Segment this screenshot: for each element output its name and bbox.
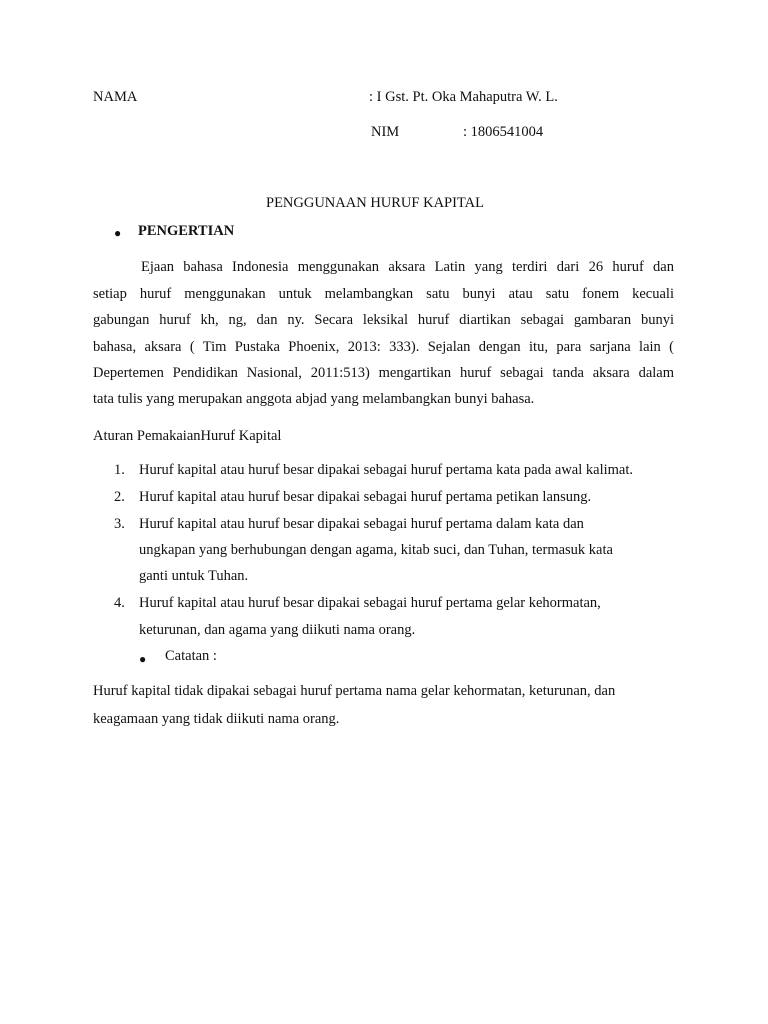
nama-value: : I Gst. Pt. Oka Mahaputra W. L. [369, 89, 558, 105]
paragraph-line: gabungan huruf kh, ng, dan ny. Secara leksikal huruf diartikan sebagai gambaran bunyi [93, 312, 674, 328]
nim-value: : 1806541004 [463, 124, 544, 140]
section-heading: PENGERTIAN [138, 223, 235, 239]
paragraph-line: Huruf kapital tidak dipakai sebagai huruf pertama nama gelar kehormatan, keturunan, dan [93, 683, 616, 699]
list-text: ganti untuk Tuhan. [139, 568, 249, 584]
nama-label: NAMA [93, 89, 138, 105]
paragraph-line: Depertemen Pendidikan Nasional, 2011:513) mengartikan huruf sebagai tanda aksara dalam [93, 365, 674, 381]
list-text: Huruf kapital atau huruf besar dipakai sebagai huruf pertama petikan lansung. [139, 489, 592, 505]
paragraph-line: tata tulis yang merupakan anggota abjad yang melambangkan bunyi bahasa. [93, 391, 535, 407]
list-number: 1. [114, 462, 125, 478]
paragraph-line: bahasa, aksara ( Tim Pustaka Phoenix, 2013: 333). Sejalan dengan itu, para sarjana lain ( [93, 339, 674, 355]
nim-label: NIM [371, 124, 400, 140]
paragraph-line: Ejaan bahasa Indonesia menggunakan aksara Latin yang terdiri dari 26 huruf dan [141, 259, 674, 275]
list-text: Huruf kapital atau huruf besar dipakai sebagai huruf pertama gelar kehormatan, [139, 595, 601, 611]
paragraph-line: keagamaan yang tidak diikuti nama orang. [93, 711, 340, 727]
list-text: ungkapan yang berhubungan dengan agama, kitab suci, dan Tuhan, termasuk kata [139, 542, 613, 558]
list-number: 3. [114, 516, 125, 532]
list-text: Huruf kapital atau huruf besar dipakai sebagai huruf pertama dalam kata dan [139, 516, 584, 532]
paragraph-line: setiap huruf menggunakan untuk melambangkan satu bunyi atau satu fonem kecuali [93, 286, 674, 302]
note-label: Catatan : [165, 648, 217, 664]
list-number: 2. [114, 489, 125, 505]
list-text: keturunan, dan agama yang diikuti nama orang. [139, 622, 416, 638]
document-title: PENGGUNAAN HURUF KAPITAL [266, 195, 484, 211]
list-text: Huruf kapital atau huruf besar dipakai sebagai huruf pertama kata pada awal kalimat. [139, 462, 633, 478]
rules-heading: Aturan PemakaianHuruf Kapital [93, 428, 282, 444]
bullet-icon: ● [114, 226, 122, 240]
list-number: 4. [114, 595, 125, 611]
bullet-icon: ● [139, 652, 147, 666]
